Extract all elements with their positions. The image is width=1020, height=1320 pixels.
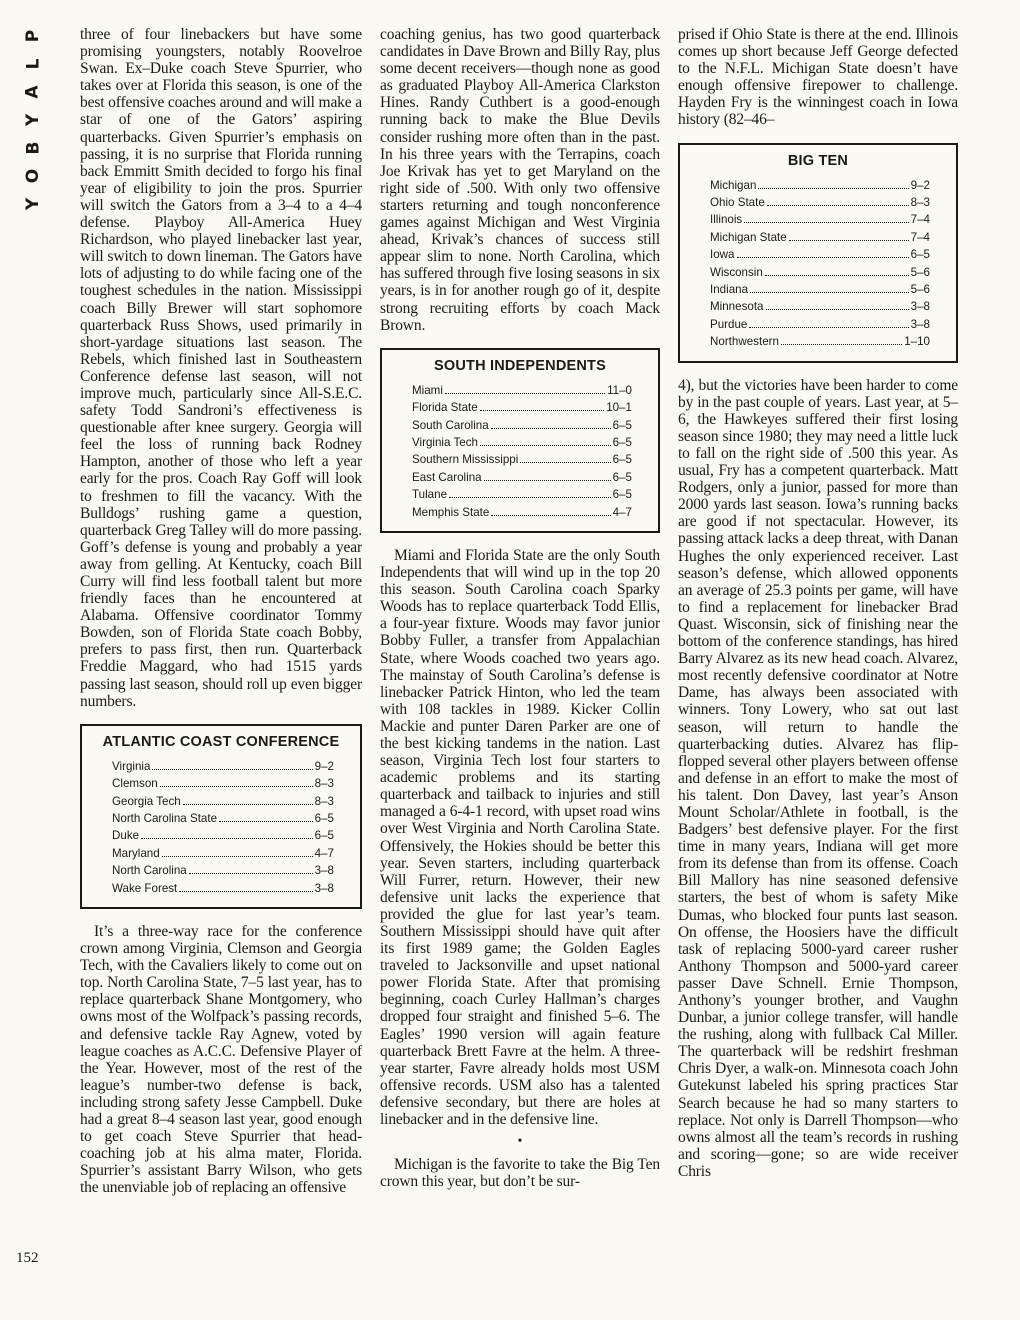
team-record: 6–5 xyxy=(612,435,632,449)
article-paragraph: 4), but the victories have been harder to come by in the past couple of years. Last year, at 5–6, the Hawkeyes suffered their first losing season since 1980; they may need a little luck to fall on the right side of .500 this year. As usual, Fry has a competent quarterback. Matt Rodgers, only a junior, passed for more than 2000 yards last season. Iowa’s running backs are good if not spectacular. However, its passing attack lacks a deep threat, with Danan Hughes the only experienced receiver. Last season’s defense, which allowed opponents an average of 25.3 points per game, will have to find a replacement for linebacker Brad Quast. Wisconsin, sick of finishing near the bottom of the conference standings, has hired Barry Alvarez as its new head coach. Alvarez, most recently defensive coordinator at Notre Dame, has always been associated with winners. Tony Lowery, who sat out last season, will return to handle the quarterbacking duties. Alvarez has flip-flopped several other players between offense and defense in an effort to make the most of his talent. Don Davey, last year’s Anson Mount Scholar/Athlete in football, is the Badgers’ best defensive player. For the first time in many years, Indiana will get more from its defense than from its offense. Coach Bill Mallory has nine seasoned defensive starters, the best of whom is safety Mike Dumas, who blocked four punts last season. On offense, the Hoosiers have the difficult task of replacing 5000-yard career rusher Anthony Thompson and 5000-yard career passer Dave Schnell. Ernie Thompson, Anthony’s younger brother, and Vaughn Dunbar, a junior college transfer, will handle the rushing, along with fullback Cal Miller. The quarterback will be redshirt freshman Chris Dyer, a walk-on. Minnesota coach John Gutekunst labeled his spring practices Star Search because he had so many starters to replace. Not only is Darrell Thompson—who owns almost all the team’s records in rushing and scoring—gone; so are wide receiver Chris xyxy=(678,376,958,1180)
leader-dots xyxy=(789,240,909,241)
standings-row xyxy=(94,793,348,810)
standings-row xyxy=(94,827,348,844)
side-letter: Y xyxy=(23,197,43,211)
team-record: 6–5 xyxy=(612,470,632,484)
standings-row xyxy=(692,246,944,263)
leader-dots xyxy=(183,804,313,805)
team-name: Florida State xyxy=(412,401,478,415)
standings-row xyxy=(692,264,944,281)
leader-dots xyxy=(480,410,604,411)
team-record: 5–6 xyxy=(910,265,930,279)
leader-dots xyxy=(744,222,908,223)
team-name: Clemson xyxy=(112,777,158,791)
leader-dots xyxy=(141,838,313,839)
standings-row xyxy=(692,211,944,228)
leader-dots xyxy=(749,327,908,328)
team-name: Virginia xyxy=(112,759,151,773)
team-record: 8–3 xyxy=(910,195,930,209)
leader-dots xyxy=(520,462,610,463)
team-record: 3–8 xyxy=(314,881,334,895)
team-name: Virginia Tech xyxy=(412,435,478,449)
page-number: 152 xyxy=(16,1250,39,1266)
team-record: 4–7 xyxy=(314,846,334,860)
standings-box-acc xyxy=(80,724,362,909)
magazine-side-title xyxy=(20,26,46,214)
team-name: Wake Forest xyxy=(112,881,178,895)
article-paragraph: It’s a three-way race for the conference crown among Virginia, Clemson and Georgia Tech, with the Cavaliers likely to come out on top. North Carolina State, 7–5 last year, has to replace quarterback Shane Montgomery, who owns most of the Wolfpack’s passing records, and defensive tackle Ray Agnew, voted by league coaches as A.C.C. Defensive Player of the Year. However, most of the rest of the league’s number-two defense is back, including strong safety Jesse Campbell. Duke had a great 8–4 season last year, good enough to get coach Steve Spurrier that head-coaching job at his alma mater, Florida. Spurrier’s assistant Barry Wilson, who gets the unenviable job of replacing an offensive xyxy=(80,923,362,1197)
standings-row xyxy=(394,486,646,503)
leader-dots xyxy=(179,891,312,892)
standings-row xyxy=(394,504,646,521)
standings-row xyxy=(394,417,646,434)
standings-row xyxy=(94,758,348,775)
article-paragraph: Michigan is the favorite to take the Big Ten crown this year, but don’t be sur- xyxy=(380,1156,660,1191)
standings-row xyxy=(94,775,348,792)
section-bullet: • xyxy=(517,1134,523,1150)
leader-dots xyxy=(445,393,605,394)
standings-row xyxy=(692,177,944,194)
standings-row xyxy=(394,399,646,416)
standings-row xyxy=(692,281,944,298)
team-record: 11–0 xyxy=(607,383,632,397)
team-record: 8–3 xyxy=(314,777,334,791)
team-name: Wisconsin xyxy=(710,265,763,279)
leader-dots xyxy=(152,769,312,770)
team-record: 6–5 xyxy=(910,248,930,262)
leader-dots xyxy=(765,275,909,276)
standings-list xyxy=(394,382,646,521)
leader-dots xyxy=(219,821,313,822)
standings-row xyxy=(94,845,348,862)
team-record: 6–5 xyxy=(314,829,334,843)
standings-title: SOUTH INDEPENDENTS xyxy=(434,357,606,374)
team-record: 9–2 xyxy=(910,178,930,192)
side-letter: B xyxy=(23,141,43,155)
leader-dots xyxy=(189,873,313,874)
standings-row xyxy=(394,382,646,399)
team-name: Maryland xyxy=(112,846,160,860)
standings-row xyxy=(394,451,646,468)
standings-row xyxy=(692,229,944,246)
standings-list xyxy=(94,758,348,897)
team-record: 7–4 xyxy=(910,230,930,244)
standings-row xyxy=(394,434,646,451)
article-paragraph: three of four linebackers but have some promising youngsters, notably Roovelroe Swan. Ex–Duke coach Steve Spurrier, who takes over at Florida this season, is one of the best offensive coaches around and will make a star of one of the Gators’ aspiring quarterbacks. Given Spurrier’s emphasis on passing, it is no surprise that Florida running back Emmitt Smith decided to forgo his final year of eligibility to join the pros. Spurrier will switch the Gators from a 3–4 to a 4–4 defense. Playboy All-America Huey Richardson, who played linebacker last year, will switch to down lineman. The Gators have lots of adjusting to do while facing one of the toughest schedules in the nation. Mississippi coach Billy Brewer will start sophomore quarterback Russ Shows, used primarily in short-yardage situations last season. The Rebels, which finished last in Southeastern Conference defense last season, will not improve much, particularly since All-S.E.C. safety Todd Sandroni’s effectiveness is questionable after knee surgery. Georgia will feel the loss of running back Rodney Hampton, another of those who left a year early for the pros. Coach Ray Goff will look to freshmen to fill the vacancy. With the Bulldogs’ rushing game a question, quarterback Greg Talley will do more passing. Goff’s defense is young and probably a year away from gelling. At Kentucky, coach Bill Curry will find less football talent but more friendly faces than he encountered at Alabama. Offensive coordinator Tommy Bowden, son of Florida State coach Bobby, prefers to pass first, then run. Quarterback Freddie Maggard, who had 1515 yards passing last season, should roll up even bigger numbers. xyxy=(80,26,362,710)
team-name: East Carolina xyxy=(412,470,482,484)
team-name: Minnesota xyxy=(710,300,764,314)
team-record: 10–1 xyxy=(606,401,632,415)
leader-dots xyxy=(766,309,909,310)
side-letter: O xyxy=(22,168,43,184)
team-record: 6–5 xyxy=(314,811,334,825)
standings-row xyxy=(692,194,944,211)
team-name: Georgia Tech xyxy=(112,794,181,808)
team-name: Iowa xyxy=(710,248,735,262)
standings-row xyxy=(692,316,944,333)
team-record: 8–3 xyxy=(314,794,334,808)
leader-dots xyxy=(449,497,611,498)
team-name: Purdue xyxy=(710,317,748,331)
team-name: North Carolina xyxy=(112,864,187,878)
team-record: 3–8 xyxy=(910,300,930,314)
standings-row xyxy=(692,298,944,315)
team-record: 7–4 xyxy=(910,213,930,227)
leader-dots xyxy=(480,445,611,446)
team-record: 6–5 xyxy=(612,488,632,502)
standings-box-south xyxy=(380,348,660,533)
team-name: Memphis State xyxy=(412,505,490,519)
column-2 xyxy=(380,26,660,1190)
leader-dots xyxy=(758,188,908,189)
article-paragraph: Miami and Florida State are the only South Independents that will wind up in the top 20 this season. South Carolina coach Sparky Woods has to replace quarterback Todd Ellis, a four-year fixture. Woods may favor junior Bobby Fuller, a transfer from Appalachian State, where Woods coached two years ago. The mainstay of South Carolina’s defense is linebacker Patrick Hinton, who led the team with 108 tackles in 1989. Kicker Collin Mackie and punter Daren Parker are one of the best kicking tandems in the nation. Last season, Virginia Tech lost four starters to academic problems and its starting quarterback and tailback to injuries and still managed a 6-4-1 record, with upset road wins over West Virginia and North Carolina State. Offensively, the Hokies should be better this year. Seven starters, including quarterback Will Furrer, return. However, their new defensive unit lacks the experience that provided the glue for last year’s team. Southern Mississippi should have quit after its first 1989 game; the Golden Eagles traveled to Jacksonville and upset national power Florida State. After that promising beginning, coach Curley Hallman’s charges dropped four straight and finished 5–6. The Eagles’ 1990 version will again feature quarterback Brett Favre at the helm. A three-year starter, Favre already holds most USM offensive records. USM also has a talented defensive secondary, but there are holes at linebacker and in the defensive line. xyxy=(380,546,660,1129)
team-name: Michigan State xyxy=(710,230,787,244)
team-name: Illinois xyxy=(710,213,743,227)
leader-dots xyxy=(737,257,909,258)
standings-row xyxy=(94,810,348,827)
column-3 xyxy=(678,26,958,1180)
standings-list xyxy=(692,177,944,351)
team-record: 6–5 xyxy=(612,418,632,432)
article-paragraph: prised if Ohio State is there at the end. Illinois comes up short because Jeff George defected to the N.F.L. Michigan State doesn’t have enough offensive firepower to challenge. Hayden Fry is the winningest coach in Iowa history (82–46– xyxy=(678,26,958,129)
standings-row xyxy=(692,333,944,350)
leader-dots xyxy=(750,292,909,293)
leader-dots xyxy=(491,515,610,516)
standings-title: BIG TEN xyxy=(787,152,849,169)
leader-dots xyxy=(781,344,902,345)
team-name: Miami xyxy=(412,383,443,397)
team-record: 3–8 xyxy=(910,317,930,331)
team-record: 4–7 xyxy=(612,505,632,519)
team-name: Michigan xyxy=(710,178,757,192)
standings-row xyxy=(94,862,348,879)
leader-dots xyxy=(491,428,611,429)
team-name: North Carolina State xyxy=(112,811,218,825)
team-name: Duke xyxy=(112,829,140,843)
column-1 xyxy=(80,26,362,1197)
team-name: Ohio State xyxy=(710,195,765,209)
team-name: Southern Mississippi xyxy=(412,453,519,467)
leader-dots xyxy=(767,205,909,206)
side-letter: P xyxy=(23,29,43,43)
team-record: 6–5 xyxy=(612,453,632,467)
team-record: 9–2 xyxy=(314,759,334,773)
standings-row xyxy=(94,880,348,897)
leader-dots xyxy=(160,786,313,787)
team-record: 1–10 xyxy=(904,335,930,349)
standings-box-bigten xyxy=(678,143,958,363)
standings-row xyxy=(394,469,646,486)
standings-title: ATLANTIC COAST CONFERENCE xyxy=(102,733,340,750)
team-name: South Carolina xyxy=(412,418,489,432)
team-name: Northwestern xyxy=(710,335,779,349)
team-record: 5–6 xyxy=(910,283,930,296)
leader-dots xyxy=(162,856,313,857)
team-name: Indiana xyxy=(710,283,749,296)
team-name: Tulane xyxy=(412,488,448,502)
side-letter: L xyxy=(23,58,43,70)
article-paragraph: coaching genius, has two good quarterback candidates in Dave Brown and Billy Ray, plus some decent receivers—though none as good as graduated Playboy All-America Clarkston Hines. Randy Cuthbert is a good-enough running back to make the Blue Devils consider rushing more often than in the past. In his three years with the Terrapins, coach Joe Krivak has yet to get Maryland on the right side of .500. With only two offensive starters returning and tough nonconference games against Michigan and West Virginia ahead, Krivak’s chances of success still appear slim to none. North Carolina, which has suffered through five losing seasons in six years, is in for another rough go of it, despite strong recruiting efforts by coach Mack Brown. xyxy=(380,26,660,334)
leader-dots xyxy=(484,480,611,481)
side-letter: A xyxy=(22,85,43,99)
team-record: 3–8 xyxy=(314,864,334,878)
side-letter: Y xyxy=(23,113,43,127)
